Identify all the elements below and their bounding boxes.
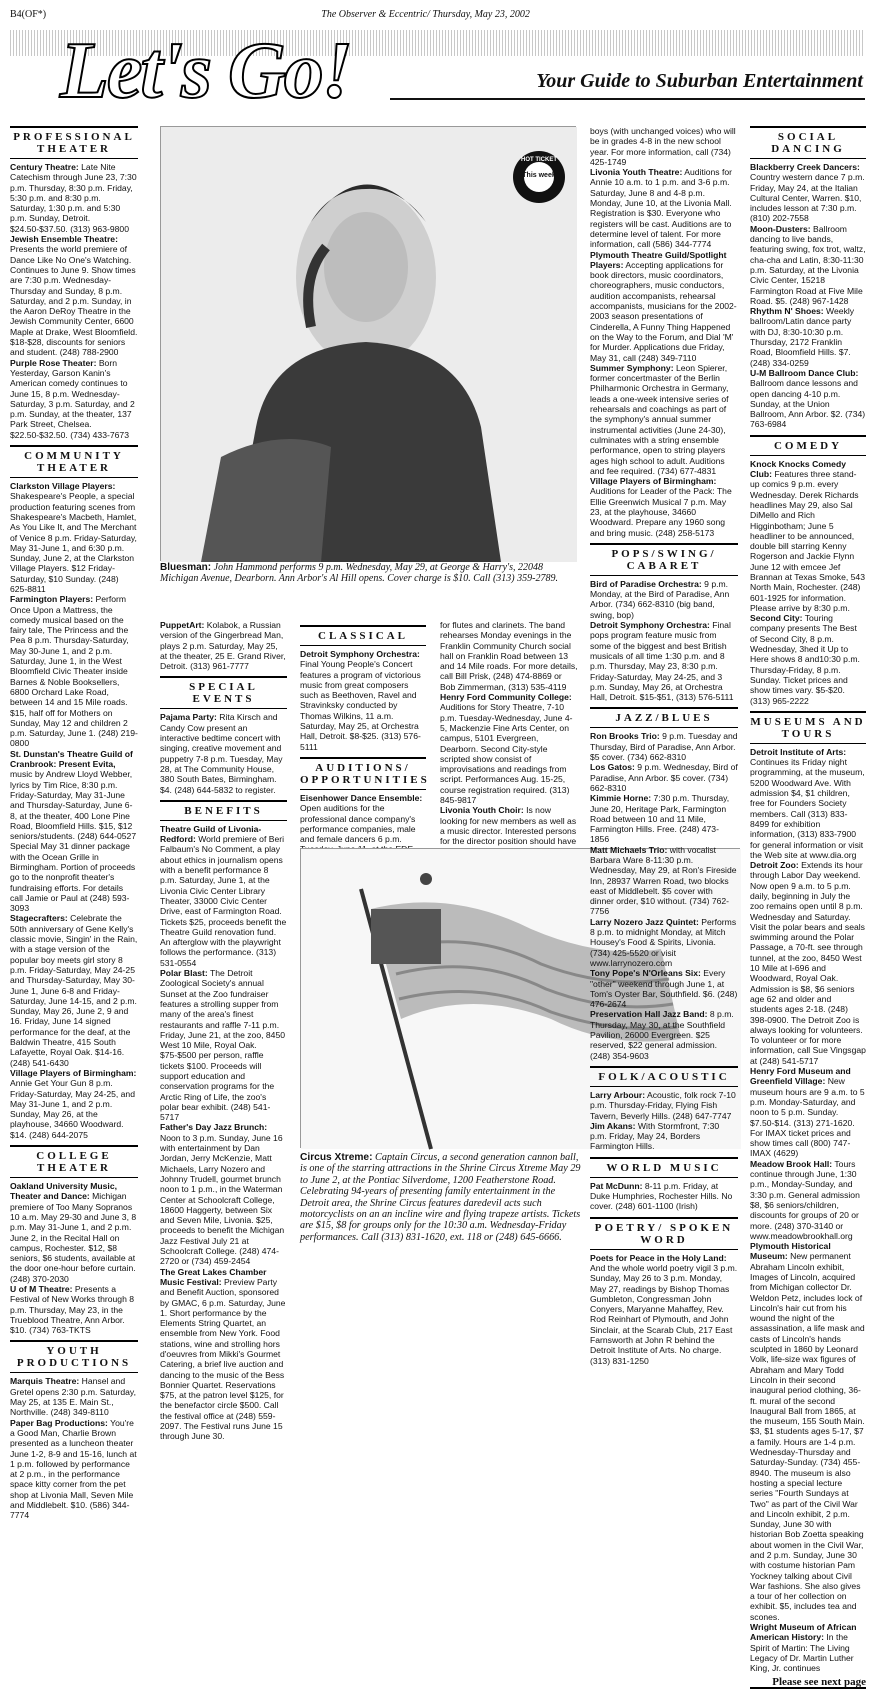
listing-item bbox=[750, 613, 866, 706]
listing-body: Country western dance 7 p.m. Friday, May 24, at the Italian Cultural Center, Warren. $10, includes lesson at 7:30 p.m. (810) 202-7558 bbox=[750, 172, 865, 224]
bluesman-caption bbox=[160, 562, 576, 584]
listing-name: Purple Rose Theater: bbox=[10, 357, 97, 368]
section-heading: COLLEGE THEATER bbox=[10, 1145, 138, 1178]
listing-name: Matt Michaels Trio: bbox=[590, 844, 668, 855]
listing-body: boys (with unchanged voices) who will be in grades 4-8 in the new school year. For more information, call (734) 425-1749 bbox=[590, 126, 736, 167]
listing-name: Wright Museum of African American History: bbox=[750, 1622, 857, 1643]
listing-item bbox=[590, 731, 738, 762]
section-heading: FOLK/ACOUSTIC bbox=[590, 1066, 738, 1087]
listing-body: Rita Kirsch and Candy Cow present an interactive bedtime concert with singing, creative movement and puppetry 7-8 p.m. Tuesday, May 28, at The Community House, 380 South Bates, Birmingham. $4. (248) 644-5832 to register. bbox=[160, 712, 283, 795]
listing-name: U-M Ballroom Dance Club: bbox=[750, 367, 859, 378]
listing-body: With Stormfront, 7:30 p.m. Friday, May 24, Borders Farmington Hills. bbox=[590, 1120, 720, 1152]
listing-item bbox=[590, 363, 738, 476]
caption1-text: John Hammond performs 9 p.m. Wednesday, May 29, at George & Harry's, 22048 Michigan Avenue, Dearborn. Ann Arbor's Al Hill opens. Cover charge is $10. Call (313) 359-2789. bbox=[160, 562, 558, 585]
listing-item bbox=[10, 234, 138, 358]
listing-item bbox=[590, 250, 738, 363]
page-folio bbox=[10, 8, 865, 22]
listing-name: Polar Blast: bbox=[160, 968, 208, 979]
listing-item bbox=[10, 162, 138, 234]
section-heading: COMMUNITY THEATER bbox=[10, 445, 138, 478]
listing-item bbox=[160, 1122, 287, 1266]
listing-body: 9 p.m. Tuesday and Thursday, Bird of Paradise, Ann Arbor. $5 cover. (734) 662-8310 bbox=[590, 731, 738, 763]
listing-body: Touring company presents The Best of Second City, 8 p.m. Wednesday, 3hed it Up to Here shows 8 and10:30 p.m. Thursday-Friday, 8 p.m. Sunday. Ticket prices and show times vary. $5-$20. (313) 965-2222 bbox=[750, 613, 860, 706]
listing-name: Plymouth Theatre Guild/Spotlight Players: bbox=[590, 249, 727, 270]
caption2-text: Captain Circus, a second generation cannon ball, is one of the starring attractions in the Shrine Circus Xtreme May 29 to June 2, at the Pontiac Silverdome, 1200 Featherstone Road. Celebrating 94-years of presenting family entertainment in the Detroit area, the Shrine Circus features daredevil acts such motorcyclists on an an incline wire and flying trapeze artists. Tickets are $15, $8 for groups only for the 10:30 a.m. Wednesday-Friday performances. Call (313) 831-1620, ext. 118 or (248) 645-6666. bbox=[300, 1152, 581, 1243]
section-heading: POPS/SWING/ CABARET bbox=[590, 543, 738, 576]
listing-body: Auditions for Leader of the Pack: The Ellie Greenwich Musical 7 p.m. May 23, at the playhouse, 34660 Woodward. Prepare any 1960 song and bring music. (248) 258-5173 bbox=[590, 486, 732, 538]
listing-body: Michigan premiere of Too Many Sopranos 10 a.m. May 29-30 and June 3, 8 p.m. May 31-June 1, and 2 p.m. June 2, in the Recital Hall on campus, Rochester. $12, $8 seniors, $6 students, available at the door one-hour before curtain. (248) 370-2030 bbox=[10, 1191, 137, 1284]
listing-name: Paper Bag Productions: bbox=[10, 1417, 108, 1428]
lets-go-banner bbox=[10, 24, 865, 120]
listing-name: Plymouth Historical Museum: bbox=[750, 1241, 831, 1262]
listing-item bbox=[160, 712, 287, 794]
listing-item bbox=[440, 620, 578, 692]
listing-item bbox=[750, 306, 866, 368]
listing-name: Moon-Dusters: bbox=[750, 223, 811, 234]
section-heading: JAZZ/BLUES bbox=[590, 707, 738, 728]
banner-tagline: Your Guide to Suburban Entertainment bbox=[536, 70, 863, 92]
listing-item bbox=[10, 358, 138, 440]
listing-body: Accepting applications for book directors, music coordinators, choreographers, music conductors, audition accompanists, rehearsal accompanists, musicians for the 2002-2003 season presentations of Cinderella, A Funny Thing Happened on the Way to the Forum, and Dial 'M' for Murder. Applications due Friday, May 31, call (248) 349-7110 bbox=[590, 259, 737, 363]
listing-body: Weekly ballroom/Latin dance party with DJ, 8:30-10:30 p.m. Thursday, 2172 Franklin Road, Bloomfield Hills. $7. (248) 334-0259 bbox=[750, 306, 855, 368]
section-heading: COMEDY bbox=[750, 435, 866, 456]
listing-name: Pat McDunn: bbox=[590, 1180, 643, 1191]
listing-item bbox=[10, 749, 138, 914]
listing-body: Presents a Festival of New Works through 8 p.m. Thursday, May 23, in the Trueblood Theatre, Ann Arbor. $10. (734) 763-TKTS bbox=[10, 1283, 135, 1336]
listing-item bbox=[590, 845, 738, 917]
caption1-name: Bluesman: bbox=[160, 562, 212, 573]
listing-item bbox=[750, 1159, 866, 1241]
listing-item bbox=[300, 649, 426, 752]
section-heading: SOCIAL DANCING bbox=[750, 126, 866, 159]
listing-body: Kolabok, a Russian version of the Gingerbread Man, plays 2 p.m. Saturday, May 25, at the theater, 25 E. Grand River, Detroit. (313) 961-7777 bbox=[160, 620, 286, 672]
listing-name: Jim Akans: bbox=[590, 1120, 636, 1131]
continued-note: Please see next page bbox=[750, 1677, 866, 1689]
listing-item bbox=[590, 762, 738, 793]
listing-name: St. Dunstan's Theatre Guild of Cranbrook: Present Evita, bbox=[10, 748, 133, 770]
listing-name: Henry Ford Museum and Greenfield Village: bbox=[750, 1066, 851, 1087]
listing-name: Rhythm N' Shoes: bbox=[750, 306, 824, 317]
listing-name: Theatre Guild of Livonia-Redford: bbox=[160, 823, 262, 845]
listing-name: Larry Nozero Jazz Quintet: bbox=[590, 916, 699, 927]
listing-body: Ballroom dance lessons and open dancing 4-10 p.m. Sunday, at the Union Ballroom, Ann Arbor. $2. (734) 763-6984 bbox=[750, 378, 866, 430]
listing-item bbox=[590, 167, 738, 249]
listing-body: In the Spirit of Martin: The Living Legacy of Dr. Martin Luther King, Jr. continues bbox=[750, 1632, 854, 1674]
badge-top-text: HOT TICKET bbox=[521, 157, 557, 163]
listing-body: And the whole world poetry vigil 3 p.m. Sunday, May 26 to 3 p.m. Monday, May 27, readings by Bishop Thomas Gumbleton, Congressman John Conyers, Maryanne Mahaffey, Rev. Rod Reinhart of Plymouth, and John Sinclair, at the Scarab Club, 217 East Farnsworth at John R behind the Detroit Institute of Arts. No charge. (313) 831-1250 bbox=[590, 1262, 738, 1366]
listing-item bbox=[750, 224, 866, 306]
listing-item bbox=[590, 620, 738, 702]
listing-item bbox=[750, 1066, 866, 1159]
listing-body: 7:30 p.m. Thursday, June 20, Heritage Park, Farmington Road between 10 and 11 Mile, Farmington Hills. Free. (248) 473-1856 bbox=[590, 793, 730, 845]
listing-item bbox=[750, 459, 866, 613]
listing-body: Preview Party and Benefit Auction, sponsored by GMAC, 6 p.m. Saturday, June 1. Short performance by the Elements String Quartet, an ensemble from New York. Food stations, wine and strolling hors d'oeuvres from Mikki's Gourmet Catering, a brief live auction and dancing to the music of the Bess Bonnier Quartet. Reservations $75, at the patron level $125, for the benefactor circle $500. Call the festival office at (248) 559-2097. The Festival runs June 15 through June 30. bbox=[160, 1276, 286, 1442]
listing-body: Extends its hour through Labor Day weekend. Now open 9 a.m. to 5 p.m. daily, beginning in July the zoo remains open until 8 p.m. Wednesday and Saturday. Visit the polar bears and seals swimming around the Polar Passage, a 70-ft. see through tunnel, at the zoo, 8450 West 10 Mile at I-696 and Woodward, Royal Oak. Admission is $8, $6 seniors age 62 and older and students ages 2-18. (248) 398-0900. The Detroit Zoo is always looking for volunteers. To volunteer or for more information, call Sue Vingsgap at (248) 541-5717 bbox=[750, 860, 866, 1066]
listing-body: Auditions for Annie 10 a.m. to 1 p.m. and 3-6 p.m. Saturday, June 8 and 4-8 p.m. Monday, June 10, at the Livonia Mall. Registration is $30. Everyone who registers will be cast. Auditions are to determine level of talent. For more information, call (586) 344-7774 bbox=[590, 167, 732, 250]
listing-item bbox=[160, 824, 287, 968]
listing-item bbox=[10, 913, 138, 1067]
listing-body: You're a Good Man, Charlie Brown presented as a luncheon theater June 1-2, 8-9 and 15-16, lunch at 1 p.m. followed by performance at 2 p.m., in the performance space kitty corner from the pet shop at Livonia Mall, Seven Mile and Middlebelt. $10. (586) 344-7774 bbox=[10, 1417, 137, 1521]
listing-item bbox=[10, 481, 138, 594]
section-heading: POETRY/ SPOKEN WORD bbox=[590, 1217, 738, 1250]
listing-name: Village Players of Birmingham: bbox=[10, 1067, 137, 1078]
listing-name: Pajama Party: bbox=[160, 712, 217, 723]
listing-name: Detroit Institute of Arts: bbox=[750, 746, 847, 757]
listing-item bbox=[10, 1068, 138, 1140]
listing-body: New museum hours are 9 a.m. to 5 p.m. Monday-Saturday, and noon to 5 p.m. Sunday. $7.50-$14. (313) 271-1620. For IMAX ticket prices and show times call (800) 747-IMAX (4629) bbox=[750, 1076, 865, 1159]
listing-name: Oakland University Music, Theater and Dance: bbox=[10, 1181, 117, 1202]
listing-name: Jewish Ensemble Theatre: bbox=[10, 234, 118, 245]
listing-item bbox=[590, 968, 738, 1009]
listing-body: Tours continue through June, 1:30 p.m., Monday-Sunday, and 3:30 p.m. General admission $8, $6 seniors/children, discounts for groups of 20 or more. (248) 370-3140 or www.meadowbrookhall.org bbox=[750, 1158, 860, 1241]
listing-body: Ballroom dancing to live bands, featuring swing, fox trot, waltz, cha-cha and Latin, 8:30-11:30 p.m. Saturday, at the Livonia Civic Center, 15218 Farmington Road at Five Mile Road. $5. (248) 967-1428 bbox=[750, 223, 866, 306]
listing-item bbox=[750, 860, 866, 1066]
listing-item bbox=[750, 1622, 866, 1673]
section-heading: AUDITIONS/ OPPORTUNITIES bbox=[300, 757, 426, 790]
listing-body: Continues its Friday night programming, at the museum, 5200 Woodward Ave. With admission $4, $1 children, free for Founders Society members. Call (313) 833-8499 for exhibition information, (313) 833-7900 for general information or visit the Web site at www.dia.org bbox=[750, 757, 865, 860]
listing-name: Bird of Paradise Orchestra: bbox=[590, 578, 702, 589]
listing-item bbox=[160, 1267, 287, 1442]
listing-body: Noon to 3 p.m. Sunday, June 16 with entertainment by Dan Jordan, Jerry McKenzie, Matt Michaels, Larry Nozero and Johnny Trudell, gourmet brunch noon to 1 p.m., in the Waterman Center at Schoolcraft College, 18600 Haggerty, between Six and Seven Mile, Livonia. $25, proceeds to benefit the Michigan Jazz Festival July 21 at Schoolcraft College. (248) 474-2720 or (734) 459-2454 bbox=[160, 1132, 285, 1267]
listing-body: with vocalist Barbara Ware 8-11:30 p.m. Wednesday, May 29, at Ron's Fireside Inn, 28937 Warren Road, two blocks east of Middlebelt. $5 cover with dinner order, $10 without. (734) 762-7756 bbox=[590, 844, 737, 917]
listing-body: Is now looking for new members as well as a music director. Interested persons for the director position should have bbox=[440, 805, 577, 847]
listing-name: Poets for Peace in the Holy Land: bbox=[590, 1252, 727, 1263]
listing-name: Detroit Zoo: bbox=[750, 860, 799, 871]
listing-body: Features three stand-up comics 9 p.m. every Wednesday. Derek Richards headlines May 29, also Sal DiMello and Rich Higginbotham; June 5 headliner to be announced, double bill starring Kenny Rogerson and Jackie Flynn June 12 with emcee Jef Brannan at Texas Smoke, 543 North Main, Rochester. (248) 601-1925 for information. Please arrive by 8:30 p.m. bbox=[750, 469, 865, 613]
listing-body: New permanent Abraham Lincoln exhibit, Images of Lincoln, acquired from Michigan collector Dr. Weldon Petz, includes lock of Lincoln's hair cut from his wound the night of the assassination, a life mask and casts of Lincoln's hands sculpted in 1860 by Leonard Volk, life-size wax figures of Abraham and Mary Todd Lincoln in their second inaugural period clothing, 36-ft. mural of the second Inaugural Ball from 1865, at the museum, 155 South Main. $3, $1 students ages 5-17, $7 a family. Hours are 1-4 p.m. Wednesday-Thursday and Saturday-Sunday. (734) 455-8940. The museum is also hosting a special lecture series "Fourth Sundays at Two" as part of the Civil War and Lincoln exhibit, 2 p.m. Sunday, June 30 with historian Bob Zoetta speaking about women in the Civil War, and 2 p.m. Sunday, June 30 with costume historian Pam Yockney talking about Civil War fashions. She also gives a tour of her collection on exhibit. $5, includes tea and scones. bbox=[750, 1251, 865, 1622]
listing-body: Open auditions for the professional dance company's performance companies, male and female dancers 6 p.m. bbox=[300, 803, 416, 845]
listing-name: Village Players of Birmingham: bbox=[590, 476, 717, 487]
caption2-name: Circus Xtreme: bbox=[300, 1152, 373, 1163]
listing-item bbox=[440, 692, 578, 805]
listing-item bbox=[10, 1181, 138, 1284]
section-heading: WORLD MUSIC bbox=[590, 1157, 738, 1178]
listing-item bbox=[750, 162, 866, 224]
listing-name: PuppetArt: bbox=[160, 620, 205, 630]
listing-body: music by Andrew Lloyd Webber, lyrics by Tim Rice, 8:30 p.m. Friday-Saturday, May 31-June and Thursday-Saturday, June 6-8, at the theater, 400 Lone Pine Road, Bloomfield Hills. $15, $12 seniors/students. (248) 644-0527 Special May 31 dinner package with the Ocean Grille in Birmingham. Portion of proceeds go to the nonprofit theater's fundraising efforts. For details call Jamie or Paul at (248) 593-3093 bbox=[10, 769, 137, 914]
listing-item bbox=[10, 1376, 138, 1417]
listing-body: Final pops program feature music from some of the biggest and best British musicals of all time 1:30 p.m. and 8 p.m. Thursday, May 23, 8:30 p.m. Friday-Saturday, May 24-25, and 3 p.m. Sunday, May 26, at Orchestra Hall, Detroit. $15-$51, (313) 576-5111 bbox=[590, 620, 734, 703]
listing-item bbox=[10, 594, 138, 748]
section-heading: BENEFITS bbox=[160, 800, 287, 821]
listing-name: Eisenhower Dance Ensemble: bbox=[300, 792, 423, 803]
listing-name: The Great Lakes Chamber Music Festival: bbox=[160, 1266, 267, 1287]
listing-name: Summer Symphony: bbox=[590, 362, 674, 373]
listing-item bbox=[590, 1253, 738, 1366]
listing-item bbox=[10, 1418, 138, 1521]
section-heading: YOUTH PRODUCTIONS bbox=[10, 1340, 138, 1373]
listing-body: Late Nite Catechism through June 23, 7:30 p.m. Thursday, 8:30 p.m. Friday, 5:30 p.m. and 8:30 p.m. Saturday, 1:30 p.m. and 5:30 p.m. Sunday, Detroit. $24.50-$37.50. (313) 963-9800 bbox=[10, 162, 137, 234]
listing-body: Acoustic, folk rock 7-10 p.m. Thursday-Friday, Flying Fish Tavern, Beverly Hills. (248) 647-7747 bbox=[590, 1089, 736, 1121]
banner-rule bbox=[390, 98, 865, 100]
listing-item bbox=[10, 1284, 138, 1335]
listing-body: Celebrate the 50th anniversary of Gene Kelly's classic movie, Singin' in the Rain, with a stage version of the popular boy meets girl story 8 p.m. Friday-Saturday, May 24-25 and Thursday-Saturday, May 30-June 1, June 6-8 and Friday-Saturday, June 14-15, and 2 p.m. Sunday, May 26, June 2, 9 and 16. Friday, June 14 signed performance for the deaf, at the Baldwin Theatre, 415 South Lafayette, Royal Oak. $14-16. (248) 541-6430 bbox=[10, 913, 138, 1068]
listing-body: 8 p.m. Thursday, May 30, at the Southfield Pavilion, 26000 Evergreen. $25 reserved, $22 general admission. (248) 354-9603 bbox=[590, 1009, 734, 1061]
listing-name: Knock Knocks Comedy Club: bbox=[750, 458, 846, 480]
listing-name: U of M Theatre: bbox=[10, 1283, 73, 1294]
section-heading: MUSEUMS AND TOURS bbox=[750, 711, 866, 744]
listing-body: Born Yesterday, Garson Kanin's American comedy continues to June 15, 8 p.m. Wednesday-Saturday, 3 p.m. Saturday, and 2 p.m. Sunday, at the theater, 137 Park Street, Chelsea. $22.50-$32.50. (734) 433-7673 bbox=[10, 357, 135, 440]
listing-item bbox=[750, 1241, 866, 1622]
column-listings-4 bbox=[590, 126, 738, 1366]
section-heading: CLASSICAL bbox=[300, 625, 426, 646]
column-listings-5 bbox=[750, 126, 866, 1689]
listing-name: Kimmie Horne: bbox=[590, 793, 652, 804]
listing-name: Livonia Youth Theatre: bbox=[590, 167, 683, 178]
listing-name: Tony Pope's N'Orleans Six: bbox=[590, 968, 701, 979]
listing-name: Detroit Symphony Orchestra: bbox=[300, 649, 420, 659]
listing-name: Clarkston Village Players: bbox=[10, 481, 116, 492]
listing-name: Blackberry Creek Dancers: bbox=[750, 162, 860, 172]
listing-name: Father's Day Jazz Brunch: bbox=[160, 1122, 268, 1133]
listing-body: 8-11 p.m. Friday, at Duke Humphries, Rochester Hills. No cover. (248) 601-1100 (Irish) bbox=[590, 1180, 733, 1212]
page-number: B4(OF*) bbox=[10, 8, 47, 20]
masthead: The Observer & Eccentric/ Thursday, May 23, 2002 bbox=[321, 8, 530, 20]
listing-body: Final Young People's Concert features a program of victorious music from great composers such as Beethoven, Ravel and Stravinksky conducted by Thomas Wilkins, 11 a.m. Saturday, May 25, at Orchestra Hall, Detroit. $8-$25. (313) 576-5111 bbox=[300, 659, 421, 752]
listing-name: Larry Arbour: bbox=[590, 1089, 646, 1100]
listing-item bbox=[590, 1090, 738, 1121]
listing-body: Every "other" weekend through June 1, at Tom's Oyster Bar, Southfield. $6. (248) 476-2674 bbox=[590, 968, 738, 1010]
section-heading: PROFESSIONAL THEATER bbox=[10, 126, 138, 159]
listing-name: Century Theatre: bbox=[10, 162, 79, 172]
listing-body: Hansel and Gretel opens 2:30 p.m. Saturday, May 25, at 135 E. Main St., Northville. (248) 349-8110 bbox=[10, 1376, 136, 1418]
lets-go-logo: Let's Go! bbox=[60, 27, 351, 115]
listing-body: 9 p.m. Wednesday, Bird of Paradise, Ann Arbor. $5 cover. (734) 662-8310 bbox=[590, 762, 738, 793]
listing-body: Performs 8 p.m. to midnight Monday, at Mitch Housey's Food & Spirits, Livonia. (734) 425-5520 or visit www.larrynozero.com bbox=[590, 916, 737, 968]
column-listings-2 bbox=[160, 620, 287, 1442]
listing-body: for flutes and clarinets. The band rehearses Monday evenings in the Franklin Community Church social hall on Franklin Road between 13 and 14 Mile roads. For more details, call Bill Prisk, (248) 474-8869 or Bob Zimmerman, (313) 535-4119 bbox=[440, 620, 578, 692]
listing-name: Detroit Symphony Orchestra: bbox=[590, 620, 710, 631]
listing-body: Auditions for Story Theatre, 7-10 p.m. Tuesday-Wednesday, June 4-5, Mackenzie Fine Arts Center, on campus, 5101 Evergreen, Dearborn. Second City-style scripted show consist of improvisations and readings from script. Performances Aug. 15-25, course registration required. (313) 845-9817 bbox=[440, 702, 573, 806]
bluesman-illustration bbox=[161, 127, 577, 562]
listing-name: Second City: bbox=[750, 613, 803, 624]
listing-body: Shakespeare's People, a special production featuring scenes from Shakespeare's Macbeth, Hamlet, As You Like It, and The Merchant of Venice 8 p.m. Friday-Saturday, May 31-June 1, and 6:30 p.m. Sunday, June 2, at the Clarkston Village Players. $12 Friday-Saturday, $10 Sunday. (248) 625-8811 bbox=[10, 491, 137, 594]
listing-item bbox=[160, 968, 287, 1122]
listing-name: Meadow Brook Hall: bbox=[750, 1158, 833, 1169]
listing-body: The Detroit Zoological Society's annual Sunset at the Zoo fundraiser features a strolling supper from many of the area's finest restaurants and raffle 7-11 p.m. Friday, June 21, at the zoo, 8450 West 10 Mile, Royal Oak. $75-$500 per person, raffle tickets $100. Proceeds will support education and conservation programs for the Arctic Ring of Life, the zoo's polar bear exhibit. (248) 541-5717 bbox=[160, 968, 286, 1123]
listing-name: Preservation Hall Jazz Band: bbox=[590, 1009, 708, 1020]
listing-item bbox=[750, 747, 866, 860]
listing-item bbox=[160, 620, 287, 671]
listing-body: 9 p.m. Monday, at the Bird of Paradise, Ann Arbor. (734) 662-8310 (big band, swing, bop) bbox=[590, 578, 730, 620]
hot-ticket-badge bbox=[513, 157, 565, 179]
column-listings-1 bbox=[10, 126, 138, 1521]
listing-body: Leon Spierer, former concertmaster of the Berlin Philharmonic Orchestra in Germany, leads a one-week intensive series of rehearsals and coachings as part of the symphony's annual summer instrumental activities (June 24-30), culminates with a string ensemble performance, open to string players ages high school to adult. Auditions and fee required. (734) 677-4831 bbox=[590, 362, 729, 476]
listing-item bbox=[590, 1009, 738, 1060]
listing-body: World premiere of Beri Falbaum's No Comment, a play about ethics in journalism opens with a benefit performance 8 p.m. Saturday, June 1, at the Livonia Civic Center Library Theater, 33000 Civic Center Drive, east of Farmington Road. Tickets $25, proceeds benefit the Theatre Guild renovation fund. An afterglow with the playwright follows the performance. (313) 531-0554 bbox=[160, 834, 287, 968]
listing-body: Perform Once Upon a Mattress, the comedy musical based on the fairy tale, The Princess and the Pea 8 p.m. Thursday-Saturday, May 30-June 1, and 2 p.m. Saturday, June 1, in the West Bloomfield Civic Theater inside Barnes & Noble Booksellers, 6800 Orchard Lake Road, between 14 and 15 Mile roads. $15, half off for Mothers on Sunday, May 12 and children 2 p.m. Saturday, June 1. (248) 219-0800 bbox=[10, 594, 138, 749]
listing-name: Ron Brooks Trio: bbox=[590, 731, 660, 742]
listing-item bbox=[590, 126, 738, 167]
listing-item bbox=[590, 793, 738, 844]
listing-item bbox=[590, 1121, 738, 1152]
listing-name: Farmington Players: bbox=[10, 594, 94, 605]
bluesman-photo bbox=[160, 126, 576, 561]
listing-item bbox=[590, 476, 738, 538]
listing-name: Stagecrafters: bbox=[10, 913, 68, 924]
listing-body: Annie Get Your Gun 8 p.m. Friday-Saturday, May 24-25, and May 31-June 1, and 2 p.m. Sunday, May 26, at the playhouse, 34660 Woodward. $14. (248) 644-2075 bbox=[10, 1078, 135, 1140]
listing-item bbox=[590, 917, 738, 968]
listing-name: Henry Ford Community College: bbox=[440, 692, 572, 703]
listing-item bbox=[750, 368, 866, 430]
listing-item bbox=[590, 579, 738, 620]
listing-item bbox=[590, 1181, 738, 1212]
listing-name: Livonia Youth Choir: bbox=[440, 805, 524, 816]
badge-mid-text: This week bbox=[522, 172, 556, 179]
section-heading: SPECIAL EVENTS bbox=[160, 676, 287, 709]
listing-name: Marquis Theatre: bbox=[10, 1376, 80, 1387]
listing-body: Presents the world premiere of Dance Like No One's Watching. Continues to June 9. Show times are 7:30 p.m. Wednesday-Thursday and Sunday, 8 p.m. Saturday, and 2 p.m. Sunday, in the Aaron DeRoy Theatre in the Jewish Community Center, 6600 Maple at Drake, West Bloomfield. $18-$28, discounts for seniors and student. (248) 788-2900 bbox=[10, 244, 138, 358]
listing-name: Los Gatos: bbox=[590, 762, 635, 773]
circus-caption bbox=[300, 1152, 585, 1243]
